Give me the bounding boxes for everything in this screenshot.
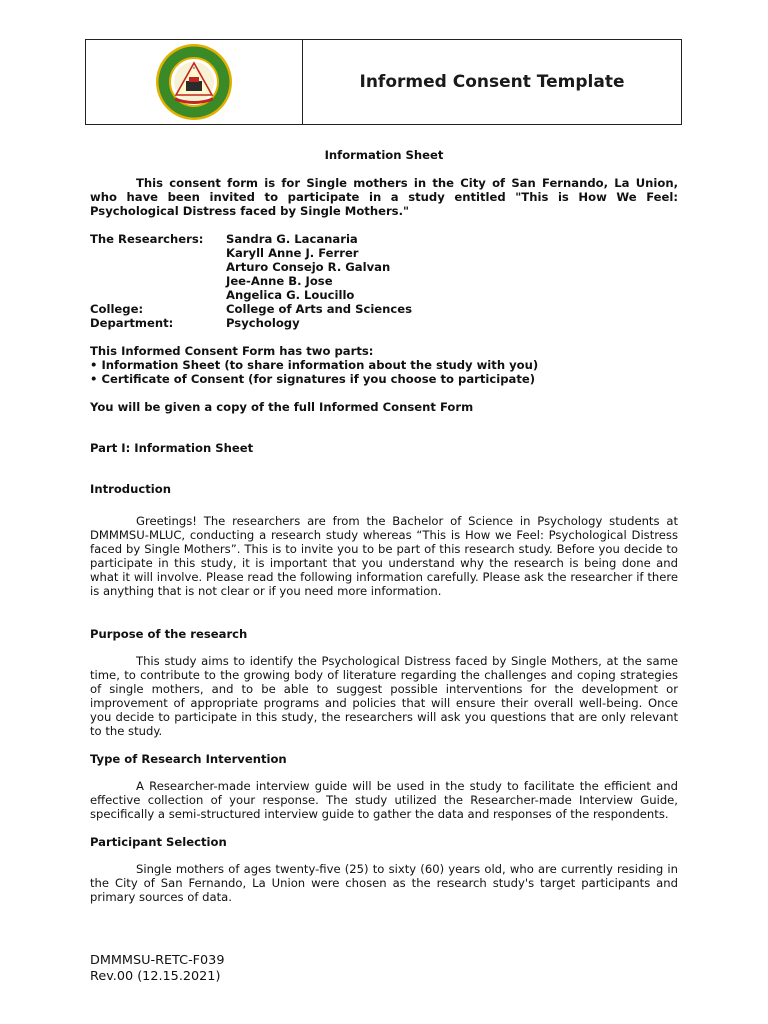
header-title: Informed Consent Template (359, 72, 625, 92)
selection-heading: Participant Selection (90, 835, 227, 849)
department-value: Psychology (226, 316, 300, 330)
intervention-heading: Type of Research Intervention (90, 752, 287, 766)
svg-text:★: ★ (192, 66, 196, 70)
researchers-label: The Researchers: (90, 232, 204, 246)
researcher-name: Sandra G. Lacanaria (226, 232, 358, 246)
intro-paragraph: This consent form is for Single mothers in the City of San Fernando, La Union, who have been invited to participate in a study entitled "This is How We Feel: Psychological Distress faced by Single Mothers." (90, 176, 678, 218)
document-header (85, 39, 682, 125)
parts-item: • Certificate of Consent (for signatures if you choose to participate) (90, 372, 536, 386)
introduction-body: Greetings! The researchers are from the Bachelor of Science in Psychology students at DMMMSU-MLUC, conducting a research study whereas “This is How we Feel: Psychological Distress faced by Single Mothers”. This is to invite you to be part of this research study. Before you decide to participate in this study, it is important that you understand why the research is being done and what it will involve. Please read the following information carefully. Please ask the researcher if there is anything that is not clear or if you need more information. (90, 514, 678, 598)
introduction-heading: Introduction (90, 482, 171, 496)
researcher-name: Karyll Anne J. Ferrer (226, 246, 359, 260)
university-seal-logo (155, 43, 233, 121)
logo-cell (86, 40, 303, 124)
purpose-body: This study aims to identify the Psychological Distress faced by Single Mothers, at the same time, to contribute to the growing body of literature regarding the challenges and coping strategies of single mothers, and to be able to suggest possible interventions for the development or improvement of appropriate programs and policies that will ensure their overall well-being. Once you decide to participate in this study, the researchers will ask you questions that are only relevant to the study. (90, 654, 678, 738)
researcher-name: Arturo Consejo R. Galvan (226, 260, 391, 274)
form-code: DMMMSU-RETC-F039 (90, 953, 225, 968)
researcher-name: Jee-Anne B. Jose (226, 274, 333, 288)
researchers-block (90, 232, 678, 330)
selection-body: Single mothers of ages twenty-five (25) to sixty (60) years old, who are currently residing in the City of San Fernando, La Union were chosen as the research study's target participants and primary sources of data. (90, 862, 678, 904)
copy-note: You will be given a copy of the full Informed Consent Form (90, 400, 474, 414)
purpose-heading: Purpose of the research (90, 627, 248, 641)
form-footer (90, 953, 224, 985)
form-revision: Rev.00 (12.15.2021) (90, 969, 221, 984)
researcher-name: Angelica G. Loucillo (226, 288, 355, 302)
part1-heading: Part I: Information Sheet (90, 441, 254, 455)
college-label: College: (90, 302, 144, 316)
parts-item: • Information Sheet (to share information about the study with you) (90, 358, 539, 372)
department-label: Department: (90, 316, 174, 330)
sheet-title: Information Sheet (324, 148, 444, 162)
parts-heading: This Informed Consent Form has two parts: (90, 344, 374, 358)
intervention-body: A Researcher-made interview guide will be used in the study to facilitate the efficient and effective collection of your response. The study utilized the Researcher-made Interview Guide, specifically a semi-structured interview guide to gather the data and responses of the respondents. (90, 779, 678, 821)
college-value: College of Arts and Sciences (226, 302, 413, 316)
